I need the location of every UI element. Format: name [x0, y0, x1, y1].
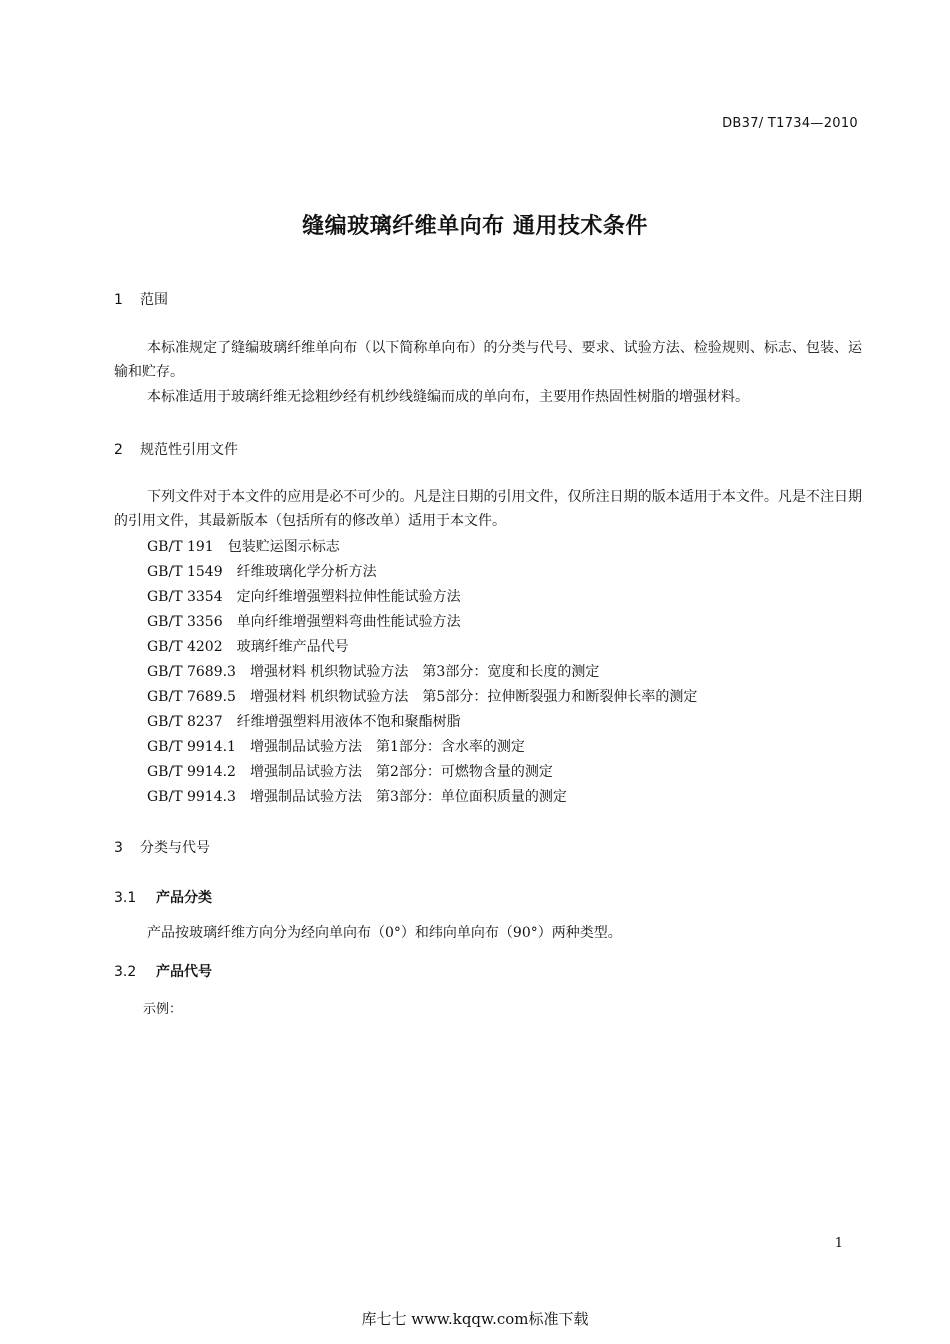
subsection-number: 3.2: [114, 964, 137, 980]
section-number: 3: [114, 840, 123, 856]
reference-title: 包装贮运图示标志: [227, 539, 340, 555]
scope-paragraph-1: 本标准规定了缝编玻璃纤维单向布（以下简称单向布）的分类与代号、要求、试验方法、检验规则、标志、包装、运输和贮存。: [114, 340, 862, 380]
reference-item: [147, 610, 697, 635]
reference-code: GB/T 191: [147, 539, 214, 555]
reference-title: 增强制品试验方法 第3部分：单位面积质量的测定: [249, 789, 567, 805]
reference-item: [147, 635, 697, 660]
reference-list: [147, 535, 697, 810]
reference-code: GB/T 3356: [147, 614, 223, 630]
reference-item: [147, 710, 697, 735]
section-number: 1: [114, 292, 123, 308]
reference-item: [147, 735, 697, 760]
reference-code: GB/T 1549: [147, 564, 223, 580]
reference-title: 纤维玻璃化学分析方法: [236, 564, 377, 580]
reference-code: GB/T 7689.5: [147, 689, 236, 705]
page-number: 1: [834, 1236, 843, 1251]
reference-code: GB/T 7689.3: [147, 664, 236, 680]
reference-title: 玻璃纤维产品代号: [236, 639, 349, 655]
scope-paragraph-2: 本标准适用于玻璃纤维无捻粗纱经有机纱线缝编而成的单向布，主要用作热固性树脂的增强材料。: [147, 389, 749, 405]
reference-code: GB/T 3354: [147, 589, 223, 605]
reference-title: 增强材料 机织物试验方法 第5部分：拉伸断裂强力和断裂伸长率的测定: [249, 689, 698, 705]
subsection-number: 3.1: [114, 890, 137, 906]
reference-code: GB/T 9914.3: [147, 789, 236, 805]
footer-watermark: 库七七 www.kqqw.com标准下载: [361, 1310, 589, 1328]
reference-item: [147, 685, 697, 710]
reference-item: [147, 585, 697, 610]
document-title: 缝编玻璃纤维单向布 通用技术条件: [302, 214, 648, 239]
reference-item: [147, 535, 697, 560]
reference-code: GB/T 8237: [147, 714, 223, 730]
reference-title: 定向纤维增强塑料拉伸性能试验方法: [236, 589, 461, 605]
subsection-title: 产品代号: [156, 964, 212, 980]
section-title: 范围: [140, 292, 168, 308]
section-3-1-heading: [114, 887, 212, 907]
subsection-title: 产品分类: [156, 890, 212, 906]
product-classification-text: 产品按玻璃纤维方向分为经向单向布（0°）和纬向单向布（90°）两种类型。: [147, 925, 622, 941]
reference-title: 纤维增强塑料用液体不饱和聚酯树脂: [236, 714, 461, 730]
reference-title: 增强材料 机织物试验方法 第3部分：宽度和长度的测定: [249, 664, 600, 680]
section-title: 分类与代号: [140, 840, 210, 856]
reference-title: 增强制品试验方法 第1部分：含水率的测定: [249, 739, 525, 755]
reference-item: [147, 660, 697, 685]
section-1-heading: [114, 289, 168, 309]
section-title: 规范性引用文件: [140, 442, 238, 458]
reference-code: GB/T 9914.1: [147, 739, 236, 755]
reference-code: GB/T 4202: [147, 639, 223, 655]
reference-code: GB/T 9914.2: [147, 764, 236, 780]
example-label: 示例：: [143, 1002, 183, 1017]
section-3-2-heading: [114, 961, 212, 981]
references-intro: 下列文件对于本文件的应用是必不可少的。凡是注日期的引用文件，仅所注日期的版本适用于本文件。凡是不注日期的引用文件，其最新版本（包括所有的修改单）适用于本文件。: [114, 489, 862, 529]
reference-item: [147, 560, 697, 585]
section-3-heading: [114, 837, 210, 857]
section-number: 2: [114, 442, 123, 458]
reference-title: 增强制品试验方法 第2部分：可燃物含量的测定: [249, 764, 553, 780]
reference-title: 单向纤维增强塑料弯曲性能试验方法: [236, 614, 461, 630]
reference-item: [147, 760, 697, 785]
reference-item: [147, 785, 697, 810]
standard-code: DB37/ T1734—2010: [722, 116, 858, 131]
section-2-heading: [114, 439, 238, 459]
